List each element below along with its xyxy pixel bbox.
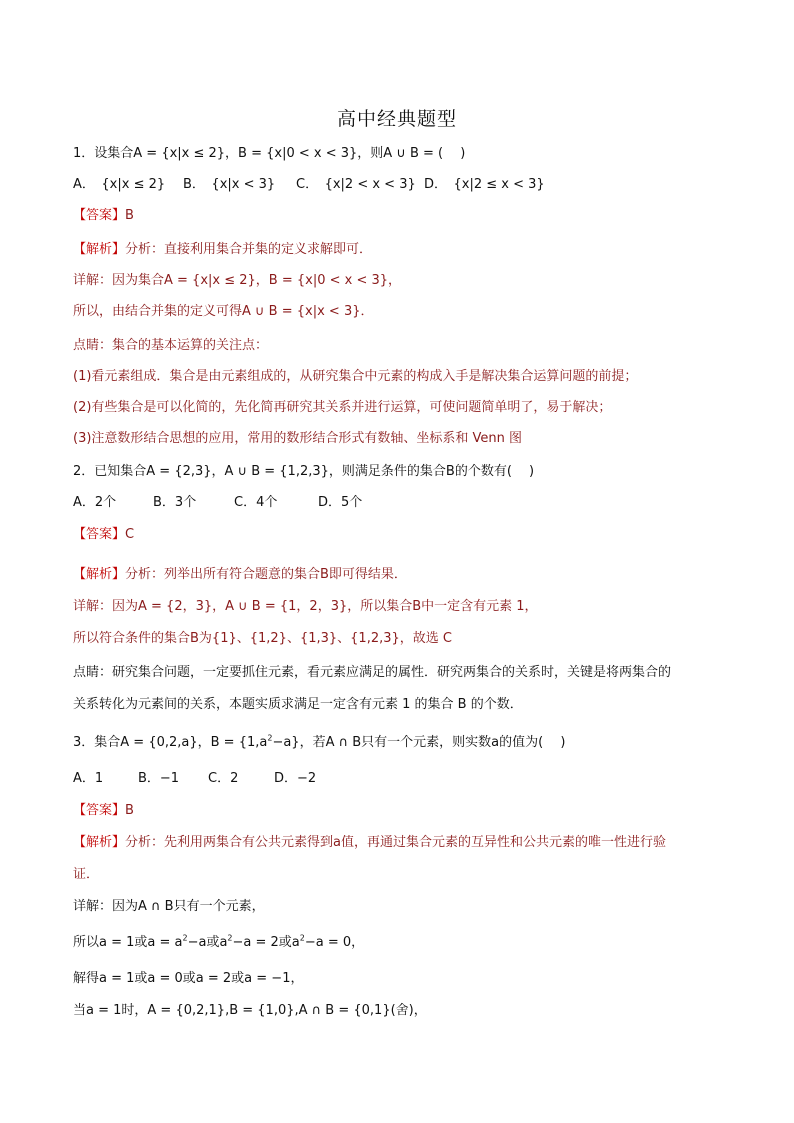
q1-detail-2: 所以，由结合并集的定义可得A ∪ B = {x|x < 3}． [73,304,374,319]
q1-options [73,176,545,194]
q2-option-d: D．5个 [318,495,363,510]
q1-answer [73,207,134,225]
answer-tag: 【答案】 [73,208,126,223]
q1-comment-head: 点睛：集合的基本运算的关注点： [73,338,269,353]
q2-comment-2: 关系转化为元素间的关系，本题实质求满足一定含有元素 1 的集合 B 的个数． [73,697,523,712]
answer-value: B [125,208,134,223]
q1-option-c: C． {x|2 < x < 3} [296,177,416,192]
q3-detail-4: 当a = 1时，A = {0,2,1},B = {1,0},A ∩ B = {0,1}(舍)， [73,1003,427,1018]
q2-option-c: C．4个 [234,495,278,510]
analysis-text: 分析：直接利用集合并集的定义求解即可． [125,242,373,257]
q3-detail-1: 详解：因为A ∩ B只有一个元素， [73,899,265,914]
q3-stem: 3．集合A = {0,2,a}，$B = \{1,a^2-a\}$，若A ∩ B只有一个元素，则实数a的值为( ) [73,733,566,750]
q2-stem: 2．已知集合A = {2,3}，A ∪ B = {1,2,3}，则满足条件的集合B的个数有( ) [73,464,535,479]
q2-comment-1: 点睛：研究集合问题，一定要抓住元素，看元素应满足的属性．研究两集合的关系时，关键是将两集合的 [73,665,672,680]
analysis-tag: 【解析】 [73,835,126,850]
q2-option-a: A．2个 [73,495,117,510]
q2-analysis [73,566,407,584]
q1-comment-3: (3)注意数形结合思想的应用，常用的数形结合形式有数轴、坐标系和 Venn 图 [73,431,523,446]
q2-detail-2: 所以符合条件的集合B为{1}、{1,2}、{1,3}、{1,2,3}，故选 C [73,631,452,646]
q1-stem: 1．设集合A = {x|x ≤ 2}，B = {x|0 < x < 3}，则A ∪ B = ( ) [73,146,466,161]
answer-value: C [125,527,135,542]
analysis-tag: 【解析】 [73,567,126,582]
q2-answer [73,526,134,544]
answer-tag: 【答案】 [73,803,126,818]
analysis-text: 分析：列举出所有符合题意的集合B即可得结果． [125,567,407,582]
q2-options [73,494,362,512]
q3-answer [73,802,134,820]
q1-comment-1: (1)看元素组成．集合是由元素组成的，从研究集合中元素的构成入手是解决集合运算问题的前提； [73,369,638,384]
q3-option-d: D．−2 [274,771,317,786]
q3-analysis-cont: 证． [73,867,100,882]
q2-option-b: B．3个 [153,495,197,510]
q1-option-d: D． {x|2 ≤ x < 3} [424,177,545,192]
q1-option-a: A． {x|x ≤ 2} [73,177,166,192]
q3-option-a: A．1 [73,771,104,786]
q1-detail-1: 详解：因为集合A = {x|x ≤ 2}，B = {x|0 < x < 3}， [73,273,402,288]
q3-options [73,770,316,788]
q1-analysis [73,241,372,259]
q3-option-c: C．2 [208,771,239,786]
analysis-text: 分析：先利用两集合有公共元素得到a值，再通过集合元素的互异性和公共元素的唯一性进行验 [125,835,666,850]
q3-analysis [73,834,666,852]
q3-option-b: B．−1 [138,771,180,786]
answer-tag: 【答案】 [73,527,126,542]
q3-detail-3: 解得a = 1或a = 0或a = 2或a = −1， [73,971,304,986]
answer-value: B [125,803,134,818]
q2-detail-1: 详解：因为A = {2，3}，A ∪ B = {1，2，3}，所以集合B中一定含有元素 1， [73,599,538,614]
q3-detail-2: 所以a = 1或$a = a^2-a$或$a^2-a = 2$或$a^2-a = 0$， [73,933,365,950]
analysis-tag: 【解析】 [73,242,126,257]
q1-comment-2: (2)有些集合是可以化简的，先化简再研究其关系并进行运算，可使问题简单明了，易于解决； [73,400,612,415]
q1-option-b: B． {x|x < 3} [183,177,276,192]
page-title: 高中经典题型 [336,108,457,130]
